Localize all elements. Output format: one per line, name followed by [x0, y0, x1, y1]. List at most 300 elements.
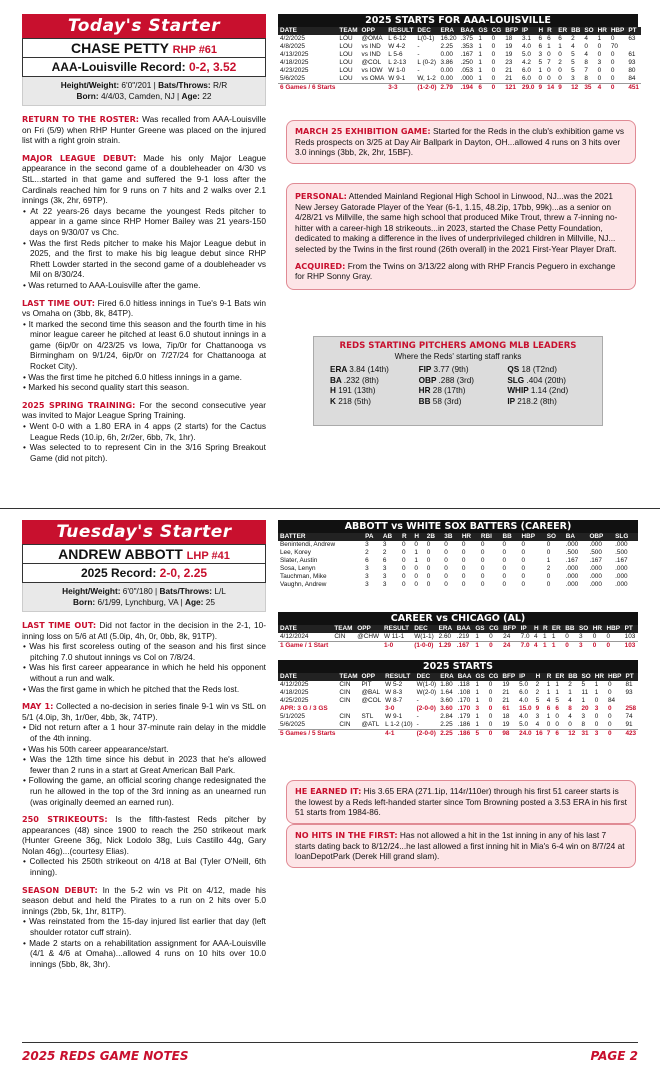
table-cell: .167	[455, 642, 474, 651]
table-cell: 1	[551, 633, 556, 640]
table-cell: .500	[565, 549, 579, 556]
table-cell: 2	[571, 35, 575, 42]
table-cell: 0	[607, 713, 612, 720]
table-cell: 0.00	[440, 67, 453, 74]
table-cell: 4/13/2025	[280, 51, 309, 58]
table-cell: 6.0	[519, 689, 529, 696]
table-cell: 0	[491, 35, 496, 42]
table-cell: W 9-1	[385, 713, 403, 720]
table-cell: 0	[444, 541, 448, 548]
starter-name-box	[22, 38, 266, 58]
table-cell: 1	[547, 43, 551, 50]
bullet-text: Marked his second quality start this season.	[28, 382, 190, 393]
bio-value: 22	[202, 91, 212, 101]
table-cell: (1-0-0)	[412, 642, 436, 651]
bullet: • At 22 years-26 days became the youngest Reds pitcher to appear in a game since RHP Homer Bailey was 21 years-150 days on 9/30/07 vs Chc.	[23, 205, 266, 237]
table-cell	[332, 642, 355, 651]
table-cell: W 1-0	[388, 67, 406, 74]
note-spring-training	[22, 400, 266, 464]
bio-label: Born:	[76, 91, 99, 101]
table-row	[278, 681, 638, 689]
table-cell: 6	[476, 84, 489, 93]
table-cell: 21	[502, 689, 510, 696]
table-cell: 1	[475, 633, 479, 640]
table-row	[278, 549, 638, 557]
table-cell: -	[416, 713, 419, 720]
column-header: DATE	[278, 673, 337, 681]
table-cell: APR: 3 G / 3 GS	[280, 705, 328, 712]
column-header: H	[532, 625, 541, 633]
table-cell: .170	[457, 697, 471, 704]
table-cell: 4/18/2025	[280, 689, 309, 696]
table-cell: 11	[581, 689, 589, 696]
table-row	[278, 713, 638, 721]
table-cell: 9	[536, 84, 545, 93]
table-cell: 7.0	[519, 642, 532, 651]
leader-stat	[330, 397, 419, 408]
table-cell: 8	[584, 59, 588, 66]
table-cell: LOU	[339, 35, 353, 42]
table-cell: 3.60	[440, 705, 453, 712]
table-cell: 0	[558, 67, 562, 74]
leader-stat-value: 3.77 (9th)	[433, 365, 469, 375]
column-header: OPP	[360, 673, 384, 681]
table-cell: 0	[609, 84, 627, 93]
table-cell: 0	[487, 642, 501, 651]
table-cell: 0	[444, 565, 448, 572]
leader-stat-label: K	[330, 396, 339, 406]
table-cell: 0	[610, 51, 615, 58]
table-cell: 0	[604, 642, 622, 651]
table-cell: 74	[625, 713, 633, 720]
table-cell: 0	[610, 75, 615, 82]
leader-stat-label: BB	[418, 396, 433, 406]
table-cell: 0	[584, 43, 588, 50]
column-header: GS	[478, 27, 488, 34]
record-label: 2025 Record:	[80, 566, 157, 580]
total-row	[278, 84, 641, 93]
table-cell: 2	[535, 689, 540, 696]
table-cell: .500	[615, 549, 628, 556]
table-cell: 1	[538, 67, 543, 74]
note-heading: NO HITS IN THE FIRST:	[295, 830, 398, 840]
table-cell: 4.0	[519, 697, 529, 704]
table-cell: 3	[475, 705, 480, 712]
table-cell: 4/18/2025	[280, 59, 309, 66]
table-cell: 0	[607, 681, 612, 688]
table-cell: .167	[589, 557, 602, 564]
table-cell: 0	[502, 581, 507, 588]
table-cell: .167	[460, 51, 473, 58]
leaders-title: REDS STARTING PITCHERS AMONG MLB LEADERS	[339, 341, 577, 351]
note-heading: LAST TIME OUT:	[22, 297, 95, 308]
bullet-text: Was his 50th career appearance/start.	[28, 743, 169, 754]
table-cell: 0	[488, 681, 493, 688]
table-cell: 0	[426, 573, 431, 580]
table-cell: 4	[533, 633, 538, 640]
table-cell: @BAL	[361, 689, 381, 696]
table-cell: 1	[546, 713, 551, 720]
table-cell: 1	[475, 713, 480, 720]
bullet-text: Following the game, an official scoring change redesignated the run he allowed in the top of the 3rd inning as an unearned run (was originally deemed an earned run).	[28, 775, 266, 807]
bullet: • Was his 50th career appearance/start.	[23, 743, 169, 754]
table-cell: (1-2-0)	[417, 84, 437, 91]
column-header: GS	[475, 673, 485, 680]
table-cell: 3	[571, 75, 575, 82]
table-cell: 6	[553, 730, 566, 739]
table-cell: 0	[538, 75, 543, 82]
note-heading: MAJOR LEAGUE DEBUT:	[22, 152, 137, 163]
column-header: HBP	[610, 27, 625, 34]
table-title: 2025 STARTS	[278, 660, 638, 673]
page-number: PAGE 2	[590, 1049, 638, 1063]
table-cell: 0	[461, 565, 466, 572]
table-row	[278, 565, 638, 573]
note-text: His 3.65 ERA (271.1ip, 114r/110er) through his first 51 career starts is the lowest by a Reds left-handed starter since Tom Browning posted a 3.53 ERA in his first 51 starts from 1984-86.	[295, 786, 627, 818]
column-header: BFP	[505, 27, 519, 34]
note-mlb-debut	[22, 153, 266, 291]
table-cell: LOU	[339, 51, 353, 58]
table-cell: 2	[558, 59, 562, 66]
table-cell: 5	[571, 59, 575, 66]
table-cell: 0	[414, 541, 418, 548]
table-cell: .118	[457, 681, 470, 688]
note-text: Did not factor in the decision in the 2-1, 10-inning loss on 5/6 at Atl (5.0ip, 4h, 0r, 0bb, 8k, 91TP).	[22, 620, 266, 641]
table-cell: W(1-1)	[414, 633, 434, 640]
bullet-text: Went 0-0 with a 1.80 ERA in 4 apps (2 starts) for the Cactus League Reds (10.ip, 6h, 2r/2er, 6bb, 7k, 1hr).	[29, 421, 266, 442]
table-cell: 0	[491, 51, 496, 58]
table-cell: 3-3	[386, 84, 415, 93]
bullet-text: Was returned to AAA-Louisville after the game.	[28, 279, 201, 290]
table-cell: W(1-0)	[416, 681, 437, 688]
note-text: For the second consecutive year was invited to Major League Spring Training.	[22, 399, 266, 421]
table-cell: 1	[478, 35, 482, 42]
table-cell: 6	[538, 43, 543, 50]
table-cell: 19	[505, 43, 513, 50]
table-cell: 3-0	[385, 705, 395, 712]
table-cell: 98	[500, 730, 517, 739]
table-cell: .186	[457, 721, 471, 728]
table-row	[278, 59, 641, 67]
leader-stat-label: SLG	[507, 375, 527, 385]
table-cell: 63	[628, 35, 636, 42]
total-row	[278, 642, 638, 651]
table-cell: .219	[456, 633, 470, 640]
table-cell: 21	[505, 75, 513, 82]
table-cell: 1.29	[437, 642, 455, 651]
table-cell: 0	[555, 713, 559, 720]
bio-label: Age:	[184, 597, 204, 607]
table-cell: 0	[502, 557, 507, 564]
table-cell: 4	[584, 35, 588, 42]
table-row	[278, 75, 641, 84]
table-cell: 14	[547, 84, 555, 91]
table-cell: 0	[426, 581, 431, 588]
table-cell: 0	[594, 713, 599, 720]
leader-stat-label: BA	[330, 375, 344, 385]
note-text: Collected a no-decision in series finale 9-1 win vs StL on 5/1 (4.0ip, 3h, 1r/0er, 4bb, 3k, 74TP).	[22, 701, 266, 722]
table-cell: 0.00	[440, 51, 453, 58]
table-cell: 93	[625, 689, 633, 696]
column-header: OBP	[587, 533, 613, 541]
leader-stat-label: ERA	[330, 365, 350, 375]
table-cell: 18	[502, 713, 510, 720]
table-title: 2025 STARTS FOR AAA-LOUISVILLE	[278, 14, 638, 27]
table-cell: 0	[426, 565, 431, 572]
table-cell: 0	[521, 581, 526, 588]
table-cell: 6 Games / 6 Starts	[280, 84, 336, 91]
table-header-row	[278, 673, 638, 681]
table-cell: STL	[361, 713, 374, 720]
table-cell: 5.0	[522, 51, 531, 58]
table-cell: 0	[426, 549, 431, 556]
table-cell: -	[417, 43, 420, 50]
table-row	[278, 43, 641, 51]
todays-starter-banner: Today's Starter	[22, 14, 266, 38]
bullet-text: Was the first game in which he pitched that the Reds lost.	[28, 683, 240, 694]
bullet-text: Was his first career appearance in which he held his opponent without a run and walk.	[29, 662, 266, 683]
table-cell: 12	[569, 84, 582, 93]
table-row	[278, 35, 641, 43]
table-cell: 1	[478, 59, 482, 66]
leader-stat-label: OBP	[418, 375, 439, 385]
table-cell: 0	[444, 573, 448, 580]
bullet: • Made 2 starts on a rehabilitation assignment for AAA-Louisville (4/1 & 4/6 at Omaha)...allowed 4 runs on 10 hits over 10.0 innings (5bb, 8k, 3hr).	[23, 937, 266, 969]
table-cell: 5	[571, 67, 575, 74]
table-cell: W 4-2	[388, 43, 406, 50]
note-text: Has not allowed a hit in the 1st inning in any of his last 7 starts dating back to 8/12/24...he last allowed a first inning hit in Mia's 6-4 win on 8/7/24 at loanDepotPark (Derek Hill grand slam).	[295, 830, 625, 862]
bullet-text: Was the 12th time since his debut in 2023 that he's allowed fewer than 2 runs in a start at Great American Ball Park.	[29, 754, 266, 775]
table-cell: (2-0-0)	[415, 730, 439, 739]
bullet-text: Was the first time he pitched 6.0 hitless innings in a game.	[28, 371, 242, 382]
table-cell	[337, 84, 359, 93]
note-last-time-out	[22, 298, 266, 393]
leader-stat-value: 218.2 (8th)	[517, 396, 557, 406]
note-text: Fired 6.0 hitless innings in Tue's 9-1 Bats win vs Omaha on (3bb, 8k, 84TP).	[22, 297, 266, 319]
table-cell: 1	[478, 43, 482, 50]
table-cell: 0	[401, 557, 406, 564]
leader-stat-value: 191 (13th)	[338, 386, 376, 396]
note-heading: 2025 SPRING TRAINING:	[22, 399, 136, 410]
column-header: RESULT	[388, 27, 414, 34]
bullet-text: It marked the second time this season and the fourth time in his minor league career he pitched at least 6.0 shutout innings in a game (6ip/0r on 4/23/25 vs Iowa, 7ip/0r for Chattanooga vs Birmingham on 9/1/24, 6ip/0r on 7/27/24 for Chattanooga at Rocket City).	[28, 318, 266, 372]
column-header: HR	[591, 625, 605, 633]
table-cell: 15.0	[519, 705, 532, 712]
column-header: TEAM	[339, 27, 358, 34]
table-cell: 1	[414, 549, 418, 556]
column-header: RBI	[479, 533, 501, 541]
table-cell: 3	[382, 573, 387, 580]
table-cell: 0	[568, 721, 572, 728]
starter-position: LHP #41	[186, 550, 230, 562]
table-cell: @COL	[361, 697, 382, 704]
bullet: • Was his first scoreless outing of the season and his first since pitching 7.0 shutout innings vs Col on 7/8/24.	[23, 641, 267, 662]
table-cell: 0	[502, 541, 507, 548]
bio-label: Born:	[73, 597, 96, 607]
column-header: BB	[571, 27, 581, 34]
note-heading: SEASON DEBUT:	[22, 884, 98, 895]
leader-stat-label: FIP	[418, 365, 434, 375]
table-cell: 0	[461, 541, 466, 548]
table-cell: 5.0	[519, 681, 529, 688]
table-cell: 0	[607, 689, 612, 696]
table-cell: 21	[505, 67, 513, 74]
table-cell: 0	[426, 541, 431, 548]
table-cell: 0	[607, 705, 612, 712]
table-cell: 61	[502, 705, 510, 712]
table-cell: 2.25	[440, 721, 453, 728]
table-cell: LOU	[339, 67, 353, 74]
table-cell: 2.25	[438, 730, 456, 739]
column-header: RESULT	[382, 625, 412, 633]
table-cell: 0	[597, 51, 602, 58]
table-cell: PIT	[361, 681, 372, 688]
table-cell: 2	[568, 681, 572, 688]
table-cell: 1	[581, 697, 586, 704]
table-cell: 0	[490, 84, 504, 93]
table-cell: .000	[615, 541, 628, 548]
table-row	[278, 689, 638, 697]
table-cell: 4.0	[522, 43, 531, 50]
table-cell	[355, 642, 382, 651]
bio-label: Age:	[181, 91, 200, 101]
table-cell: 0	[546, 581, 551, 588]
table-cell: 81	[625, 681, 633, 688]
table-cell: 70	[610, 43, 618, 50]
table-cell: 1-0	[382, 642, 412, 651]
table-row	[278, 697, 638, 705]
table-cell: 1	[558, 43, 562, 50]
note-last-time-out	[22, 620, 266, 694]
table-cell: 3	[594, 705, 599, 712]
table-cell: .167	[615, 557, 628, 564]
note-text: In the 5-2 win vs Pit on 4/12, made his season debut and held the Pirates to a run on 2 hits over 5.0 innings (2bb, 5k, 1hr, 81TP).	[22, 884, 267, 916]
table-cell: CIN	[339, 713, 351, 720]
table-cell: 4	[568, 697, 572, 704]
table-cell: 2	[546, 565, 551, 572]
table-cell: LOU	[339, 75, 353, 82]
table-cell: .000	[565, 565, 579, 572]
bullet: • Was his first career appearance in which he held his opponent without a run and walk.	[23, 662, 266, 683]
table-cell: .053	[460, 67, 473, 74]
column-header: PT	[626, 27, 641, 35]
leader-stat	[330, 386, 419, 397]
leader-stat	[507, 397, 596, 408]
table-cell: 0	[488, 721, 493, 728]
table-cell: L 5-6	[388, 51, 403, 58]
table-cell: 2.25	[440, 43, 453, 50]
bio-value: L/L	[214, 586, 226, 596]
table-cell: 2	[535, 681, 540, 688]
starter-name-box	[22, 544, 266, 564]
table-header-row	[278, 533, 638, 541]
column-header: SLG	[613, 533, 638, 541]
table-cell: 3	[365, 565, 369, 572]
table-cell: 3	[365, 541, 369, 548]
todays-starter-column	[22, 14, 266, 463]
leader-stat	[507, 365, 596, 376]
table-cell: 0	[414, 581, 418, 588]
table-cell: 0	[461, 581, 466, 588]
table-cell: .250	[460, 59, 473, 66]
table-cell: 0	[488, 713, 493, 720]
table-cell: 1	[568, 689, 572, 696]
table-cell: .170	[457, 705, 471, 712]
table-cell: 80	[628, 67, 636, 74]
table-cell: W, 1-2	[417, 75, 436, 82]
table-cell: 0	[461, 557, 466, 564]
table-cell: 6.0	[522, 67, 531, 74]
column-header: HR	[460, 533, 479, 541]
bullet-text: Was the first Reds pitcher to make his Major League debut in 2025, and the first to make his big league debut since RHP Rhett Lowder started in the second game of a doubleheader vs Mil on 8/30/24.	[29, 237, 266, 280]
table-cell: 0	[491, 43, 496, 50]
bullet-text: Collected his 250th strikeout on 4/18 at Bal (Tyler O'Neill, 6th inning).	[29, 856, 266, 878]
table-cell: 0	[607, 721, 612, 728]
table-title: CAREER vs CHICAGO (AL)	[278, 612, 638, 625]
table-cell: 3	[382, 565, 387, 572]
note-heading: HE EARNED IT:	[295, 786, 362, 796]
column-header: H	[538, 27, 544, 34]
table-cell: 0	[606, 633, 611, 640]
column-header: R	[541, 625, 550, 633]
table-cell: 258	[625, 705, 637, 712]
table-cell: Slater, Austin	[280, 557, 318, 564]
table-cell: 451	[628, 84, 639, 91]
bullet-text: Did not return after a 1 hour 37-minute rain delay in the middle of the 4th inning.	[28, 722, 266, 743]
table-cell: 6	[538, 35, 543, 42]
table-cell: 3	[538, 51, 543, 58]
table-cell: 1	[478, 51, 482, 58]
column-header: CG	[491, 27, 502, 34]
table-cell: @ATL	[361, 721, 380, 728]
leader-stat-label: WHIP	[507, 386, 531, 396]
table-cell: 1	[414, 557, 418, 564]
table-cell: 0	[610, 35, 615, 42]
table-cell: 1	[478, 67, 482, 74]
table-cell: 31	[579, 730, 592, 739]
column-header: DEC	[415, 673, 439, 681]
footer-title: 2025 REDS GAME NOTES	[22, 1049, 189, 1063]
leader-stat-label: IP	[507, 396, 518, 406]
table-cell: 0	[461, 573, 466, 580]
table-cell: .000	[565, 541, 579, 548]
table-cell: L (0-2)	[417, 59, 436, 66]
table-cell: 0	[488, 689, 493, 696]
note-heading: 250 STRIKEOUTS:	[22, 814, 108, 825]
column-header: HBP	[604, 625, 622, 633]
bullet-text: Was selected to to represent Cin in the 3/16 Spring Breakout Game (did not pitch).	[29, 442, 266, 463]
table-cell: 0	[597, 75, 602, 82]
table-cell: @CHW	[357, 633, 380, 640]
bio-label: Bats/Throws:	[158, 80, 211, 90]
table-cell: 4	[532, 642, 541, 651]
table-cell: 0	[521, 565, 526, 572]
table-cell: 3	[579, 633, 583, 640]
page-footer	[22, 1042, 638, 1064]
table-cell: 19	[502, 721, 510, 728]
note-heading: LAST TIME OUT:	[22, 620, 97, 630]
note-text: Attended Mainland Regional High School in Linwood, NJ...was the 2021 New Jersey Gatorade Player of the Year (6-1, 1.15, 48.2ip, 17bb, 99k)...as a senior on 4/28/21 vs Millville, the same high school that produced Mike Trout, threw a 7-inning no-hitter with a career-high 18 strikeouts...in 2023, started the Chase Petty Foundation, dedicated to making a difference in the lives of underprivileged children in Millville, NJ... selected by the Twins in the first round (26th overall) in the 2021 First-Year Player Draft.	[295, 191, 618, 254]
table-cell: 24.0	[519, 730, 532, 737]
table-cell: 4.2	[522, 59, 531, 66]
column-header: SO	[545, 533, 564, 541]
note-season-debut	[22, 885, 266, 970]
table-cell: 0	[594, 697, 599, 704]
table-cell	[360, 705, 384, 713]
bullet: • Was returned to AAA-Louisville after the game.	[23, 279, 201, 290]
table-cell: 1	[550, 642, 563, 651]
column-header: R	[546, 673, 552, 680]
